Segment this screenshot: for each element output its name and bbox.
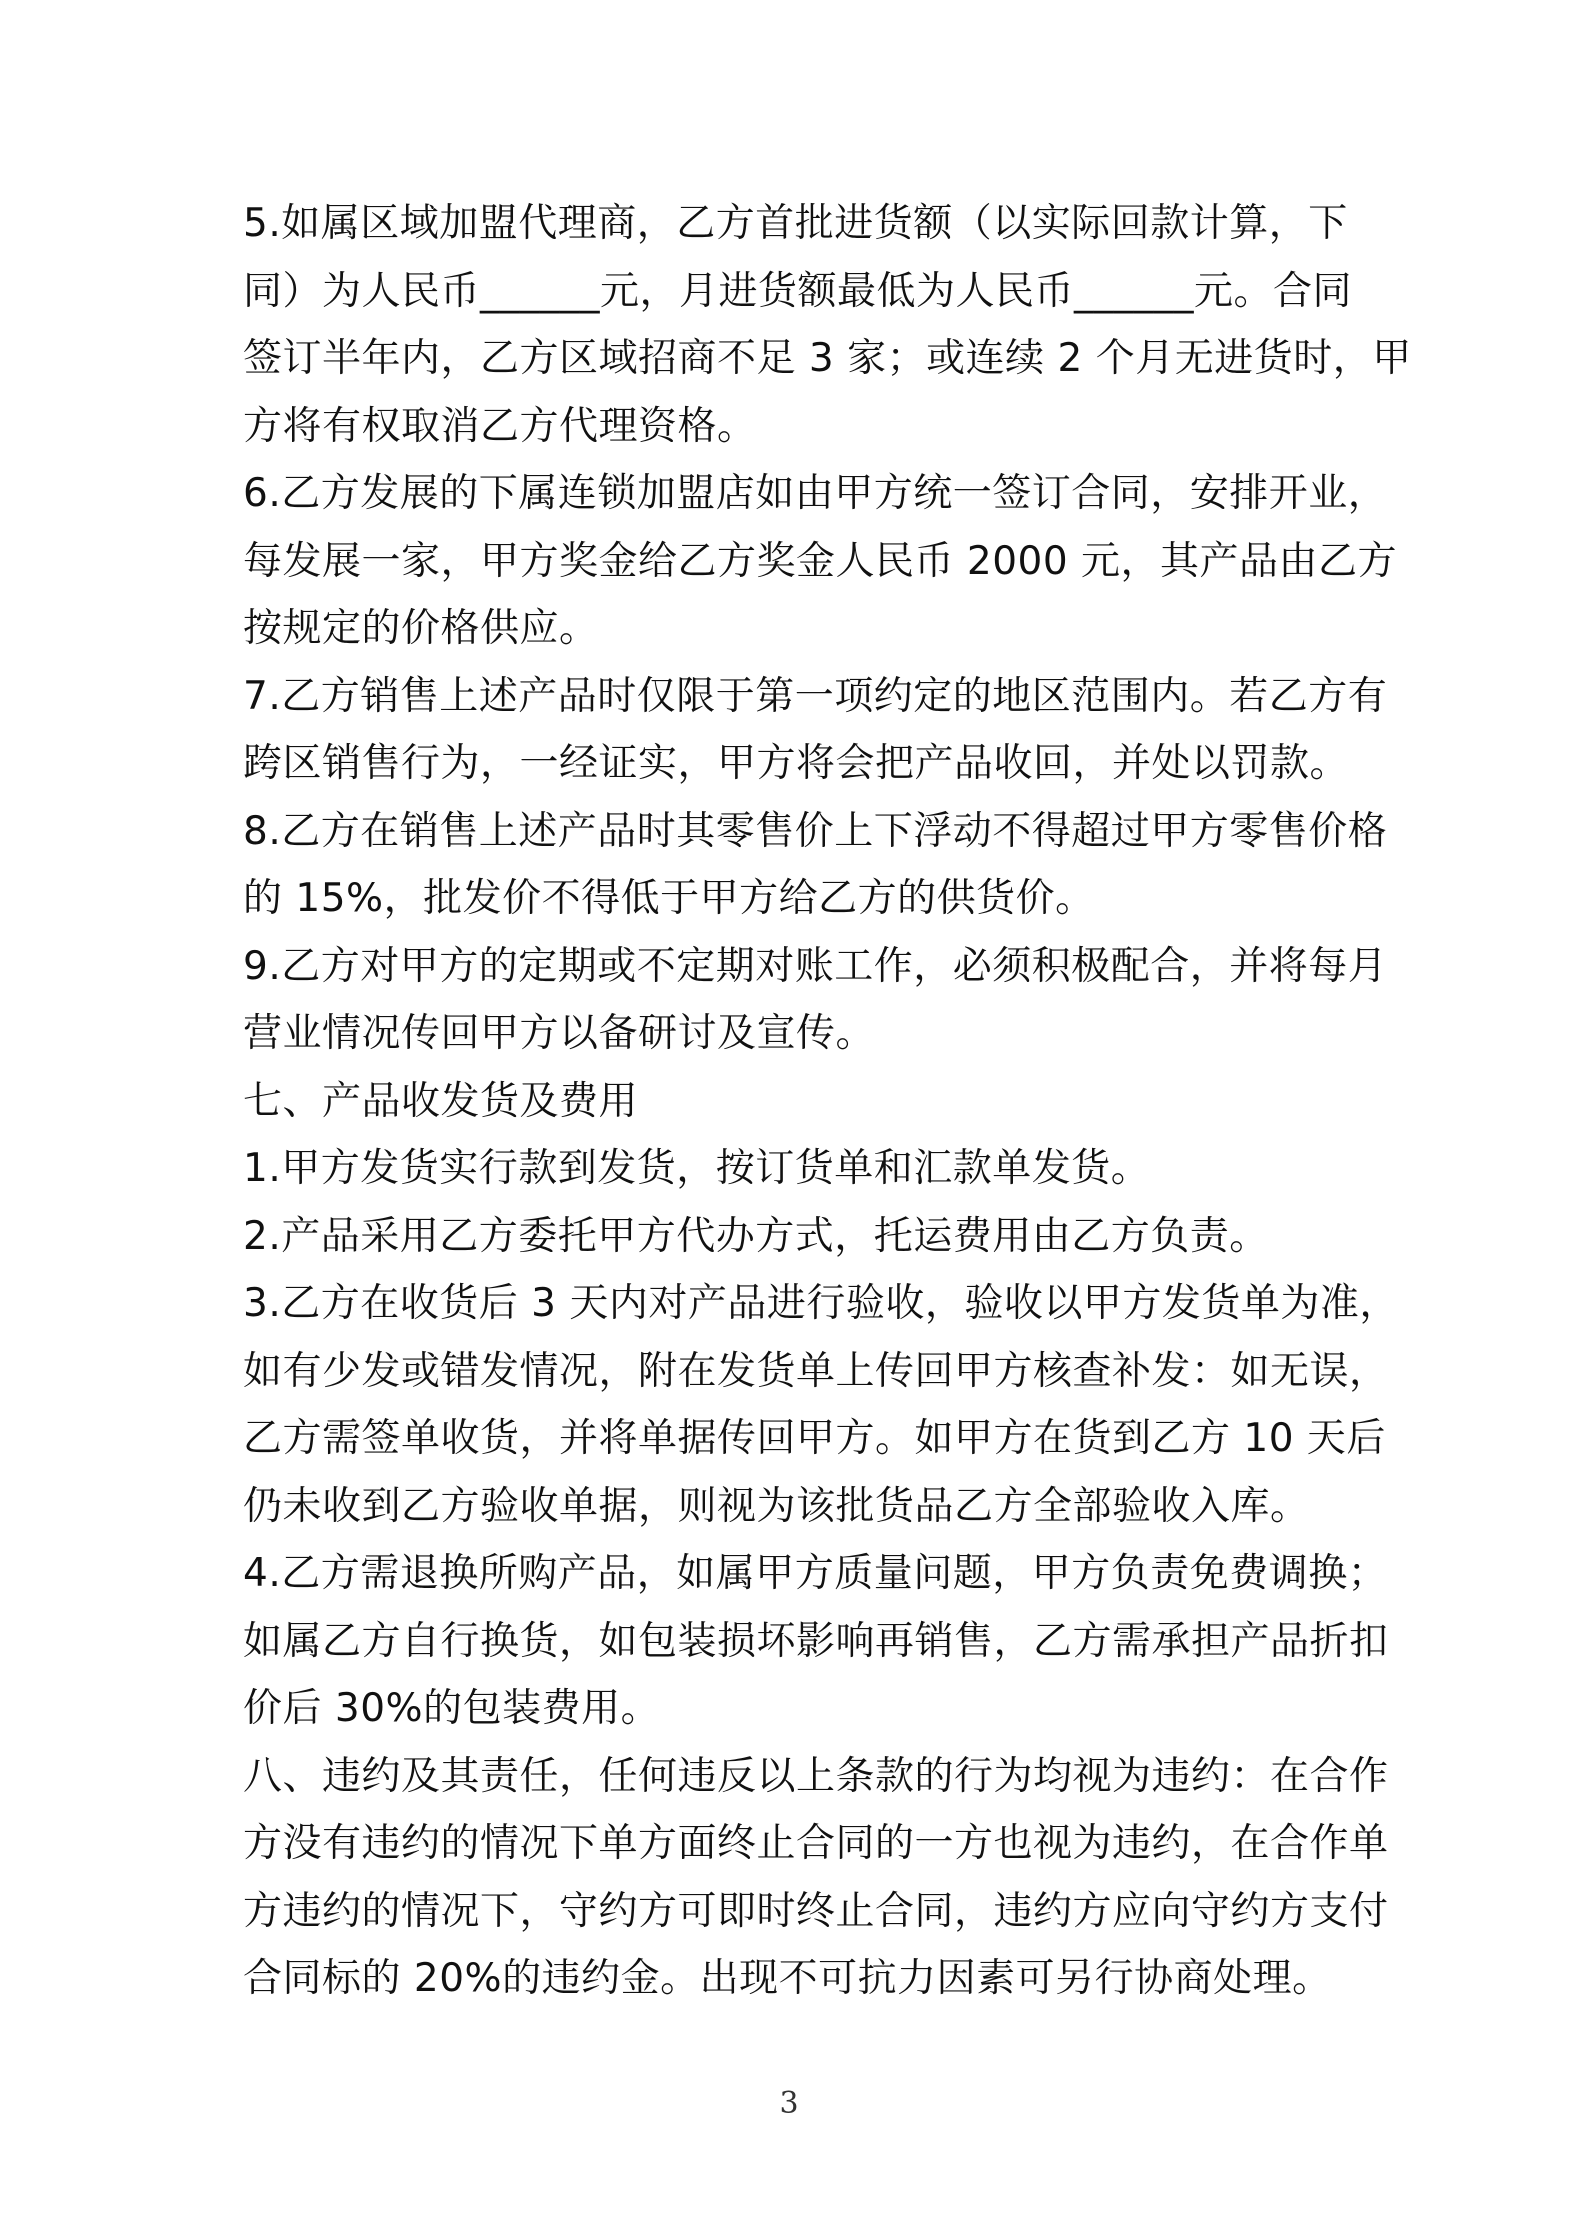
text-line: 1.甲方发货实行款到发货，按订货单和汇款单发货。 — [243, 1146, 1151, 1191]
text-line: 方将有权取消乙方代理资格。 — [243, 403, 757, 449]
text-line: 3.乙方在收货后 3 天内对产品进行验收，验收以甲方发货单为准， — [243, 1281, 1399, 1326]
text-line: 价后 30%的包装费用。 — [243, 1686, 661, 1731]
text-line: 方没有违约的情况下单方面终止合同的一方也视为违约，在合作单 — [243, 1821, 1389, 1866]
text-line: 9.乙方对甲方的定期或不定期对账工作，必须积极配合，并将每月 — [243, 943, 1388, 989]
text-line: 8.乙方在销售上述产品时其零售价上下浮动不得超过甲方零售价格 — [243, 808, 1388, 854]
text-line: 6.乙方发展的下属连锁加盟店如由甲方统一签订合同，安排开业， — [243, 471, 1388, 516]
text-line: 2.产品采用乙方委托甲方代办方式，托运费用由乙方负责。 — [243, 1213, 1269, 1259]
text-line: 如有少发或错发情况，附在发货单上传回甲方核查补发：如无误， — [243, 1348, 1389, 1394]
text-line: 仍未收到乙方验收单据，则视为该批货品乙方全部验收入库。 — [243, 1483, 1310, 1529]
text-line: 方违约的情况下，守约方可即时终止合同，违约方应向守约方支付 — [243, 1888, 1389, 1934]
document-body — [243, 190, 1412, 2013]
text-line: 7.乙方销售上述产品时仅限于第一项约定的地区范围内。若乙方有 — [243, 673, 1388, 719]
text-line: 签订半年内，乙方区域招商不足 3 家；或连续 2 个月无进货时，甲 — [243, 336, 1412, 381]
text-line: 营业情况传回甲方以备研讨及宣传。 — [243, 1011, 876, 1056]
text-line: 乙方需签单收货，并将单据传回甲方。如甲方在货到乙方 10 天后 — [243, 1416, 1386, 1461]
text-line: 5.如属区域加盟代理商，乙方首批进货额（以实际回款计算，下 — [243, 201, 1348, 246]
text-line: 跨区销售行为，一经证实，甲方将会把产品收回，并处以罚款。 — [243, 741, 1350, 786]
section-heading: 七、产品收发货及费用 — [243, 1078, 639, 1124]
text-line: 如属乙方自行换货，如包装损坏影响再销售，乙方需承担产品折扣 — [243, 1618, 1389, 1664]
section-heading: 八、违约及其责任，任何违反以上条款的行为均视为违约：在合作 — [243, 1753, 1389, 1799]
text-line: 每发展一家，甲方奖金给乙方奖金人民币 2000 元，其产品由乙方 — [243, 538, 1398, 584]
text-line: 4.乙方需退换所购产品，如属甲方质量问题，甲方负责免费调换； — [243, 1551, 1388, 1596]
text-line: 同）为人民币______元，月进货额最低为人民币______元。合同 — [243, 268, 1353, 314]
page-number: 3 — [779, 2086, 799, 2121]
text-line: 按规定的价格供应。 — [243, 606, 599, 651]
text-line: 合同标的 20%的违约金。出现不可抗力因素可另行协商处理。 — [243, 1956, 1332, 2001]
text-line: 的 15%，批发价不得低于甲方给乙方的供货价。 — [243, 876, 1095, 921]
